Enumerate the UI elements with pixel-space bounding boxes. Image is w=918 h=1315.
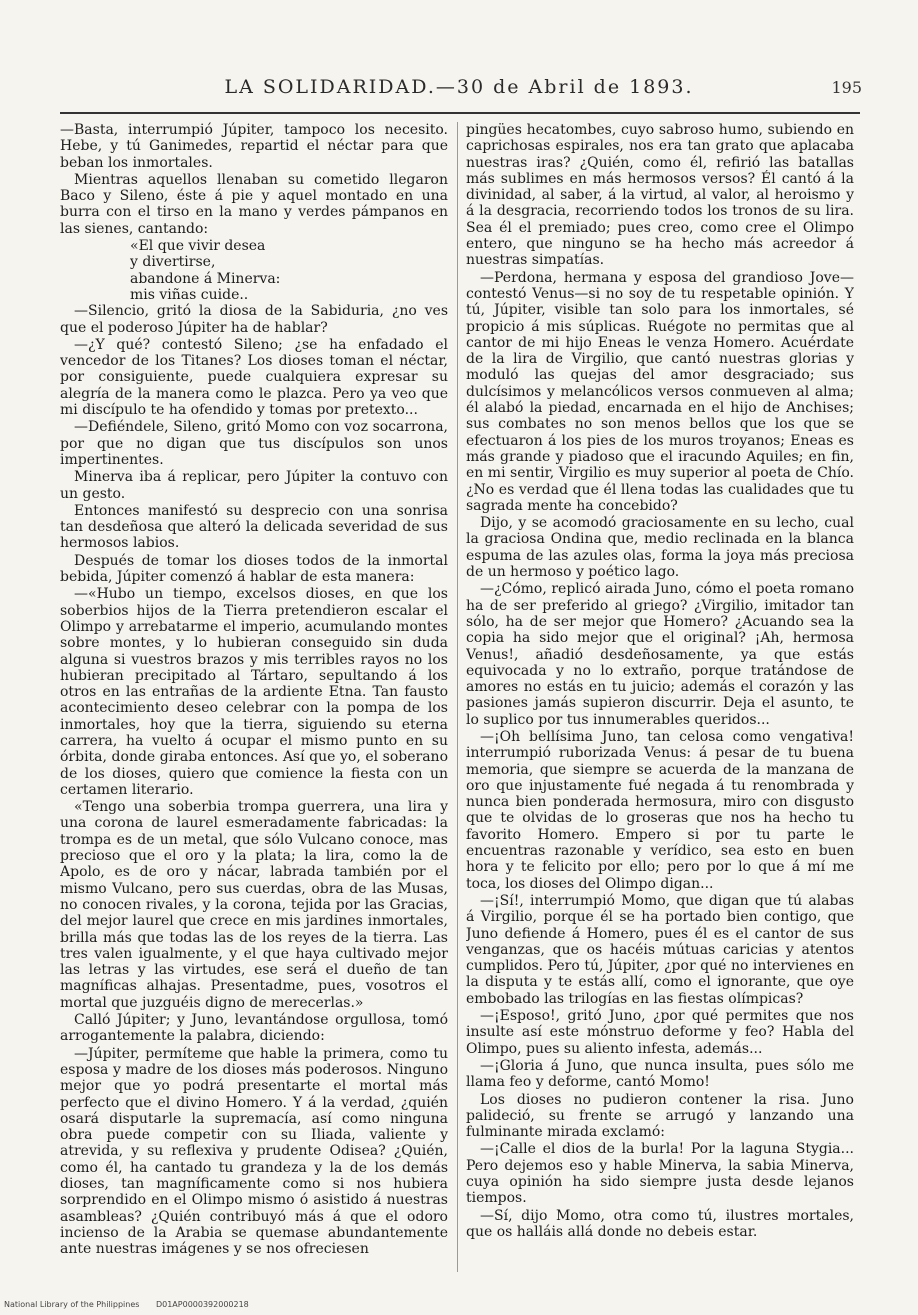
paragraph: —¡Oh bellísima Juno, tan celosa como vengativa! interrumpió ruborizada Venus: á pesar de tu buena memoria, que siempre se acuerda de la manzana de oro que injustamente fué negada á tu renombrada y nunca bien ponderada hermosura, miro con disgusto que te olvidas de lo groseras que nos ha hecho tu favorito Homero. Empero si por tu parte le encuentras razonable y verídico, sea esto en buen hora y te felicito por ello; pero por lo que á mí me toca, los dioses del Olimpo digan... <box>466 728 854 892</box>
paragraph: —Defiéndele, Sileno, gritó Momo con voz socarrona, por que no digan que tus discípulos son unos impertinentes. <box>60 419 448 468</box>
paragraph: —Júpiter, permíteme que hable la primera, como tu esposa y madre de los dioses más poderosos. Ninguno mejor que yo podrá presentarte el mortal más perfecto que el divino Homero. Y á la verdad, ¿quién osará disputarle la supremacía, así como ninguna obra puede competir con su Iliada, valiente y atrevida, y su reflexiva y prudente Odisea? ¿Quién, como él, ha cantado tu grandeza y la de los demás dioses, tan magníficamente como si nos hubiera sorprendido en el Olimpo mismo ó asistido á nuestras asambleas? ¿Quién contribuyó más á que el odoro incienso de la Arabia se quemase abundantemente ante nuestras imágenes y se nos ofreciesen <box>60 1045 448 1258</box>
paragraph: —Basta, interrumpió Júpiter, tampoco los necesito. Hebe, y tú Ganimedes, repartid el néctar para que beban los inmortales. <box>60 122 448 171</box>
paragraph: —¿Cómo, replicó airada Juno, cómo el poeta romano ha de ser preferido al griego? ¿Virgilio, imitador tan sólo, ha de ser mejor que Homero? ¿Acuando sea la copia ha sido mejor que el original? ¡Ah, hermosa Venus!, añadió desdeñosamente, ya que estás equivocada y no lo extraño, porque tratándose de amores no estás en tu juicio; además el corazón y las pasiones jamás supieron discurrir. Deja el asunto, te lo suplico por tus innumerables queridos... <box>466 581 854 728</box>
paragraph: —¡Calle el dios de la burla! Por la laguna Stygia... Pero dejemos eso y hable Minerva, la sabia Minerva, cuya opinión ha sido siempre justa desde lejanos tiempos. <box>466 1141 854 1207</box>
paragraph: Minerva iba á replicar, pero Júpiter la contuvo con un gesto. <box>60 469 448 502</box>
page-header <box>0 76 918 104</box>
paragraph: —«Hubo un tiempo, excelsos dioses, en que los soberbios hijos de la Tierra pretendieron escalar el Olimpo y arrebatarme el imperio, acumulando montes sobre montes, y lo hubieran conseguido sin duda alguna si vuestros brazos y mis terribles rayos no los hubieran precipitado al Tártaro, sepultando á los otros en las entrañas de la ardiente Etna. Tan fausto acontecimiento deseo celebrar con la pompa de los inmortales, hoy que la tierra, siguiendo su eterna carrera, ha vuelto á ocupar el mismo punto en su órbita, donde giraba entonces. Así que yo, el soberano de los dioses, quiero que comience la fiesta con un certamen literario. <box>60 586 448 798</box>
verse-line: y divertirse, <box>130 254 216 271</box>
paragraph: Después de tomar los dioses todos de la inmortal bebida, Júpiter comenzó á hablar de esta manera: <box>60 552 448 586</box>
scan-footer <box>4 1300 263 1309</box>
left-column <box>60 122 448 1282</box>
paragraph: pingües hecatombes, cuyo sabroso humo, subiendo en caprichosas espirales, nos era tan grato que aplacaba nuestras iras? ¿Quién, como él, refirió las batallas más sublimes en más hermosos versos? Él cantó á la divinidad, al saber, á la virtud, al valor, al heroismo y á la desgracia, recorriendo todos los tronos de su lira. Sea él el premiado; pues creo, como cree el Olimpo entero, que ninguno se ha hecho más acreedor á nuestras simpatías. <box>466 122 854 269</box>
paragraph: Entonces manifestó su desprecio con una sonrisa tan desdeñosa que alteró la delicada severidad de sus hermosos labios. <box>60 502 448 552</box>
paragraph: «Tengo una soberbia trompa guerrera, una lira y una corona de laurel esmeradamente fabricadas: la trompa es de un metal, que sólo Vulcano conoce, mas precioso que el oro y la plata; la lira, como la de Apolo, es de oro y nácar, labrada también por el mismo Vulcano, pero sus cuerdas, obra de las Musas, no conocen rivales, y la corona, tejida por las Gracias, del mejor laurel que crece en mis jardines inmortales, brilla más que todas las de los reyes de la tierra. Las tres valen igualmente, y el que haya cultivado mejor las letras y las virtudes, ese será el dueño de tan magníficas alhajas. Presentadme, pues, vosotros el mortal que juzguéis digno de merecerlas.» <box>60 799 448 1011</box>
footer-source: National Library of the Philippines <box>4 1300 140 1309</box>
paragraph: Dijo, y se acomodó graciosamente en su lecho, cual la graciosa Ondina que, medio reclinada en la blanca espuma de las azules olas, forma la joya más preciosa de un hermoso y poético lago. <box>466 515 854 581</box>
paragraph: —Sí, dijo Momo, otra como tú, ilustres mortales, que os halláis allá donde no debeis estar. <box>466 1207 854 1240</box>
right-column <box>466 122 854 1282</box>
header-rule <box>60 112 860 114</box>
paragraph: Mientras aquellos llenaban su cometido llegaron Baco y Sileno, éste á pie y aquel montado en una burra con el tirso en la mano y verdes pámpanos en las sienes, cantando: <box>60 171 448 237</box>
footer-id: D01AP0000392000218 <box>155 1300 249 1309</box>
paragraph: —Perdona, hermana y esposa del grandioso Jove—contestó Venus—si no soy de tu respetable opinión. Y tú, Júpiter, visible tan solo para los inmortales, sé propicio á mis súplicas. Ruégote no permitas que al cantor de mi hijo Eneas le venza Homero. Acuérdate de la lira de Virgilio, que cantó nuestras glorias y moduló las quejas del amor desgraciado; sus dulcísimos y melancólicos versos conmueven al alma; él alabó la piedad, encarnada en el hijo de Anchises; sus combates no son menos bellos que los que se efectuaron á los pies de los muros troyanos; Eneas es más grande y piadoso que el iracundo Aquiles; en fin, en mi sentir, Virgilio es muy superior al poeta de Chío. ¿No es verdad que él llena todas las cualidades que tu sagrada mente ha concebido? <box>466 269 854 514</box>
page-number: 195 <box>831 78 862 97</box>
paragraph: —¡Sí!, interrumpió Momo, que digan que tú alabas á Virgilio, porque él se ha portado bien contigo, que Juno defiende á Homero, pues él es el cantor de sus venganzas, que os hacéis mútuas caricias y atentos cumplidos. Pero tú, Júpiter, ¿por qué no intervienes en la disputa y te estás allí, como el ignorante, que oye embobado las trilogías en las fiestas olímpicas? <box>466 892 854 1007</box>
paragraph: —¡Gloria á Juno, que nunca insulta, pues sólo me llama feo y deforme, cantó Momo! <box>466 1057 854 1091</box>
masthead-title: LA SOLIDARIDAD.—30 de Abril de 1893. <box>224 76 694 98</box>
column-divider <box>457 122 458 1272</box>
verse-line: abandone á Minerva: <box>130 270 281 287</box>
paragraph: —¡Esposo!, gritó Juno, ¿por qué permites que nos insulte así este mónstruo deforme y feo? Habla del Olimpo, pues su aliento infesta, además... <box>466 1008 854 1057</box>
verse-line: mis viñas cuide.. <box>130 286 249 303</box>
paragraph: —Silencio, gritó la diosa de la Sabiduria, ¿no ves que el poderoso Júpiter ha de hablar? <box>60 303 448 336</box>
paragraph: —¿Y qué? contestó Sileno; ¿se ha enfadado el vencedor de los Titanes? Los dioses toman el néctar, por consiguiente, puede cualquiera expresar su alegría de la manera como le plazca. Pero ya veo que mi discípulo te ha ofendido y tomas por pretexto... <box>60 336 448 419</box>
paragraph: Calló Júpiter; y Juno, levantándose orgullosa, tomó arrogantemente la palabra, diciendo: <box>60 1012 448 1045</box>
paragraph: Los dioses no pudieron contener la risa. Juno palideció, su frente se arrugó y lanzando una fulminante mirada exclamó: <box>466 1091 854 1141</box>
verse-line: «El que vivir desea <box>130 238 266 255</box>
